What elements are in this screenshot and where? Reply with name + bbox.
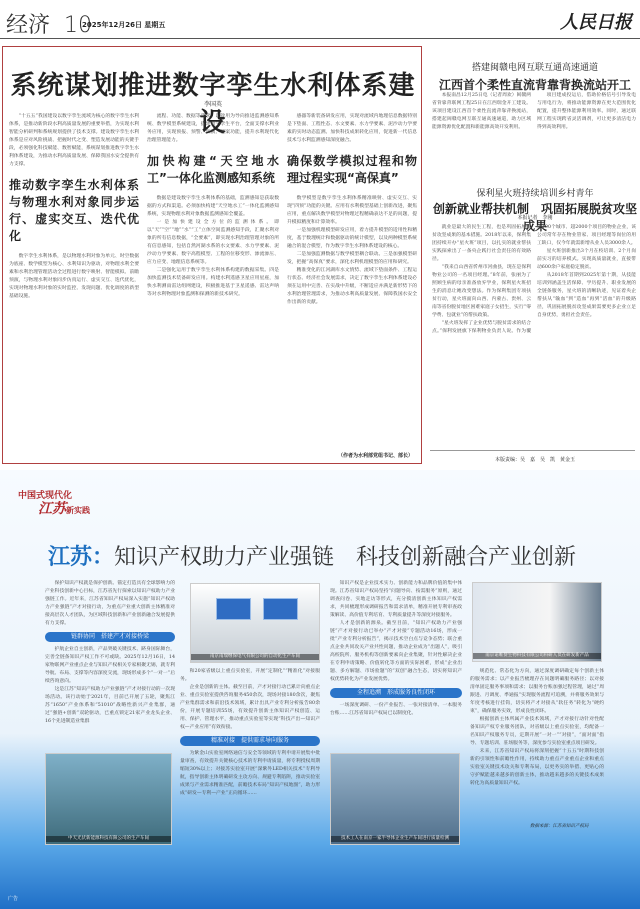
lead-column-3: 感器等新装备研发应用，实现对流域内地理信息数据特别是下垫面、工程性态、水文要素、水力学要素、泥沙动力学要素的实时动态监测。加快科技成果转化应用，促进新一代信息技术与水利监测感知深度融合。 确保数学模拟过程和物理过程实现“高保真” 数学模型是数字孪生水利体系精准映射、虚实交互、实现“四预”功能的关键。应用有水利模型基础上创新改进，聚焦应用，重点解决数学模型对物理过程精确表达不足的问题，提升模拟精度和计算效率。 一是加强机理模型研发应用，着力提升模型的适用性和精度，基于数理统计和数据驱动的统计模型，以及两种模型系统融合的混合模型，作为数字孪生水利体系建设的核心。 二是加强监测数据与数学模型耦合联动。三是加强模型研发，把握“高保真”要求，深化水利机理模型的应用和研究。 精准变化的江河湖库水文情势、流域下垫面条件、工程运行状态、经济社会发展需求，决定了数字孪生水利体系建设必须在运用中完善、在实战中升级，不断适应并满足新形势下的水利治理管理需求，为推动水利高质量发展、保障我国水安全作出新的贡献。 — [287, 114, 417, 305]
news2-body: 就业是最大的民生工程，也是巩固拓展脱贫攻坚成果的基本措施。2018年以来，保利集团持续开办“星火班”项目，以扎实的就业帮扶实践探索出了一条央企践行社会责任的有效路径。 “我来自山西省忻州市河曲县，现在是保利物业公司的一名项目经理。”8年前，张丽为了照顾生病的母亲准备放弃学业，保利星火班招生的消息让她改变想法。作为保利集团专项扶贫行动，星火班面向山西、内蒙古、贵州、云南等省份脱贫地区困难家庭子女招生，实行“零学费、包就业”的帮扶政策。 “星火班发挥了企业优势与脱贫需求的结合点。”保利发展旗下保利物业负责人说。作为覆盖190个城市、超2000个项目的物业企业，该公司常年存在物业管家、项目经理等岗位的用工缺口，仅今年就需新增从业人员3000余人。 星火班创新推出3个月在校培训、2个月岗前实习的培养模式。实现高质量就业，直接带动600余户家庭稳定脱贫。 从2018年首期到2025年第十期，从技能培训到涵盖生活保障、学历提升、职业发展的全链条服务，星火班的清晰轨迹，见证着央企帮扶从“输血”到“造血”再到“活血”的升级路径，巩固拓展脱贫攻坚成果需要更多企业立足自身优势，勇担社会责任。 — [432, 225, 636, 334]
section-name: 经济 10 — [6, 13, 93, 38]
feature-headline: 江苏：知识产权助力产业强链 科技创新融合产业创新 — [48, 545, 577, 570]
lead-subhead-1: 推动数字孪生水利体系与物理水利对象同步运行、虚实交互、迭代优化 — [9, 178, 139, 243]
feature-column-4: 规范化、常态化为方向，通过深度调研确定每个创新主体的服务需求；以产业报告梳理存在问题明确服务路径；以对接清单固定服务事项和需求；以服务台账加强过程管理，通过“周跟进、月调度、季通报”实现服务流程可追溯，并将服务效果与年度考核进行挂钩，切实将产才对接从“软任务”转化为“硬约束”，确保服务实效，形成良性闭环。 根据创新主体所属产业技术领域，产才对接行动针对性配备知识产权专业服务团队，对省级以上重点实验室，均配备一名知识产权服务专员，定期开展“一对一”“对接”，“面对面”指导、专题培训、驻场服务等，深度参与实验室重点项目研发。 未来，江苏省知识产权局将深刻把握“十五五”时期科技创新的引领性和前瞻性作用，持续助力重点产业重点企业和重点实验室关键技术攻关和专利布局，以更务实的举措、更贴心的守护赋能越来越多的创新主体，推动越来越多的关键技术成果转化为高质量知识产权。 — [470, 669, 604, 786]
news1-kicker: 搭建闽赣电网互联互通高速通道 — [471, 63, 598, 73]
ad-label: 广告 — [8, 896, 19, 902]
feature-subhead-1: 链群协同 搭建产才对接桥梁 — [45, 632, 175, 642]
feature-subhead-2: 精准对接 提供需求导向服务 — [180, 736, 320, 746]
news1-body: 本报南昌12月25日电（记者周欢）闽赣两省背靠背联网工程25日在江西瑞金开工建设。该项目建设江西首个柔性直流背靠背换流站，搭建起闽赣电网互联互通高速通道，助力区域能源资源优化配置和新能源高效开发利用。 项目建成投运后，借助价格信号引导发电与用电行为，将推动能源资源在更大范围优化配置，提升整体能源利用效率。同时，通过联网工程实现跨省灵活调剂，可让更多清洁电力得到高效利用。 — [432, 93, 636, 130]
editors-divider — [430, 450, 635, 451]
masthead-divider — [0, 38, 640, 39]
photo-lab-researchers: 南京诺唯赞生物科技有限公司科研人员在研发新产品 — [472, 582, 602, 662]
data-source: 数据来源：江苏省知识产权局 — [530, 824, 589, 829]
lead-headline: 系统谋划推进数字孪生水利体系建设 — [10, 71, 416, 138]
feature-column-2: 和20家省级以上重点实验室，开展“定制化”“精准化”对接服务。 企业是创新的主体。截至目前，产才对接行动已累计向重点企业、重点实验室提供咨询服务450余次，现场对接180余次，聚焦产业集群需求和前沿技术领域，累计出具产业专利分析报告80余份，开展专题培训55场，有效提升创新主体知识产权创造、运用、保护、管理水平，推动重点实验室等实现“科技产出—知识产权—产业应用”有效衔接。 精准对接 提供需求导向服务 为紫金山实验室网络通信与安全等领域的专利申请开展集中批量审查，有效提升关键核心技术的专利申请质量，将专利授权周期缩短30%以上；对接苏实验室开展“深紫外LED相关技术”专利导航，指导创新主体明确研发主攻方向、规避专利陷阱，推动实验室成果与产业需求精准匹配，前瞻技术布局“知识产权地图”，助力形成“研发—专利—产业”正向循环…… — [180, 669, 320, 796]
page-editors: 本版责编：吴 嘉 吴 凯 黄金玉 — [494, 457, 575, 463]
lead-column-2: 流程、功能、数据等需求，以效用为导向推进监测感知系统、数学模型系统建设，搭建数字孪生平台，全面支撑水利业务应用，实现预报、预警、预演、预案功能，提升水利现代化治理管理能力。 加快构建“天空地水工”一体化监测感知系统 数据是建设数字孪生水利体系的基础，监测感知是获取数据的方式和渠道。必须加快构建“天空地水工”一体化监测感知系统，实现物理水利对象数据监测感知全覆盖。 一是加快建设全方位的监测体系。即以“天”“空”“地”“水”“工”立体空间监测感知手段，汇聚水利对象的所有信息数据，“全要素”，即实现水利治理管理对象的所有信息感知，包括自然河湖水系的水文要素、水力学要素、泥沙动力学要素、数字高程模型、工程的位移变形、渗流渗压、应力应变、地理信息系统等。 二是强化运用于数字孪生水利体系构建的数据采集。四是加快监测技术装备研发应用。构建水利遥感卫星应用星座，加快水利测雨雷达组网建设，积极推进基于卫星遥感、雷达声呐等对水利物理对象监测和探测的新技术研究。 — [147, 114, 279, 297]
lead-subhead-2: 加快构建“天空地水工”一体化监测感知系统 — [147, 154, 279, 185]
lead-signature: （作者为水利部党组书记、部长） — [337, 453, 413, 459]
lead-column-1: “十五五”我国建设以数字孪生流域为核心的数字孪生水利体系，是推动新阶段水利高质量发展的重要举措，为实现水利智能分析研判和系统规划提供了技术支撑。建设数字孪生水利体系是应对风险挑战、把握时代之变、塑造发展动能的关键手段，必须强化科技赋能、数智赋能，系统谋划推进数字孪生水利体系建设，为推动水利高质量发展、保障我国水安全提供有力支撑。 推动数字孪生水利体系与物理水利对象同步运行、虚实交互、迭代优化 数字孪生水利体系，是以物理水利对象为单元、时空数据为底座、数学模型为核心、水利知识为驱动，对物理水利全要素和水利治理管理活动全过程进行数字映射、智能模拟、前瞻预演，与物理水利对象同步仿真运行、虚实交互、迭代优化，实现对物理水利对象的实时监控、发现问题、优化调度的新型基础设施。 — [9, 114, 139, 299]
news1-headline: 江西首个柔性直流背靠背换流站开工 — [438, 78, 631, 92]
news2-kicker: 保利星火班持续培训乡村青年 — [476, 189, 594, 199]
news2-headline: 创新就业帮扶机制 巩固拓展脱贫攻坚成果 — [432, 202, 637, 233]
feature-column-3: 知识产权是企业技术实力、创新能力和品牌价值的集中体现。江苏省知识产权局坚持“问题导向、按需服务”原则，通过调查问卷、实地走访等形式，充分摸清创新主体知识产权需求，共同梳理形成调研报告和需求清单，精准开展专利审查政策解读、高价值专利培育、专利质量提升等深度对接服务。 人才是创新的源泉。截至目前，“知识产权助力产业强链”产才对接行动已举办“产才对接”专题活动16场，形成一批“产业专利分析报告”，揭示技术空白点与竞争态势；联合重点企业共同攻关产业共性问题，推动企业成为“出题人”，吸引高校院所、服务机构等创新要素向企业集聚，针对性解决企业在专利申请策略、价值转化等方面的实际困难，形成“企业出题、多方解题、市场验题”的“双创”融合生态，切实将知识产权优势转化为产业发展优势。 全程追溯 形成服务良性闭环 一场深度调研、一份产业报告、一张对接清单、一本服务台账……江苏省知识产权局已以制度化、 — [330, 581, 462, 716]
lead-subhead-3: 确保数学模拟过程和物理过程实现“高保真” — [287, 154, 417, 185]
newspaper-logo: 人民日报 — [560, 12, 632, 33]
feature-column-1: 保护知识产权就是保护创新。锚定打造具有全球影响力的产业科技创新中心目标，江苏省先行探索以知识产权助力产业强链工作。近年来，江苏省知识产权局深入实施“知识产权助力产业强链”产才对接行动，为重点产业重大创新主体精准对接高层次人才团队，为区域科技创新和产业创新融合发展提供有力支撑。 链群协同 搭建产才对接桥梁 护航企业自主创新，产品突破关键技术、跻身国际舞台，完善全链条知识产权工作不可或缺。2025年12月16日，14家物联网产业重点企业与知识产权相关专家相聚无锡，就专利导航、布局、支撑等内容深度交流，现场形成多个“一对一”后续咨询意向。 这是江苏“知识产权助力产业强链”产才对接行动的一次现场活动。该行动始于2021年，目前已开展了五轮，聚焦江苏“1650”产业体系和“51010”战略性新兴产业集群，通过“强链+创新”双轮驱动，已重点锁定21家产业龙头企业、16个先进制造业集群 — [45, 581, 175, 724]
photo-cleanroom: 技术工人在南京一家半导体企业生产车间进行质量检测 — [330, 753, 460, 845]
feature-brand-logo: 中国式现代化 江苏新实践 — [18, 491, 90, 517]
lead-author: 李国英 — [203, 101, 222, 108]
photo-production-line: 中天光伏新能源科技有限公司的生产车间 — [45, 753, 172, 845]
issue-date: 2025年12月26日 星期五 — [82, 21, 166, 29]
feature-subhead-3: 全程追溯 形成服务良性闭环 — [330, 688, 462, 698]
news2-byline: 本报记者 李刚 — [517, 215, 553, 221]
lead-article — [2, 46, 422, 464]
photo-factory-floor: 南京南瑞继保电气有限公司的自动化生产车间 — [190, 583, 320, 663]
